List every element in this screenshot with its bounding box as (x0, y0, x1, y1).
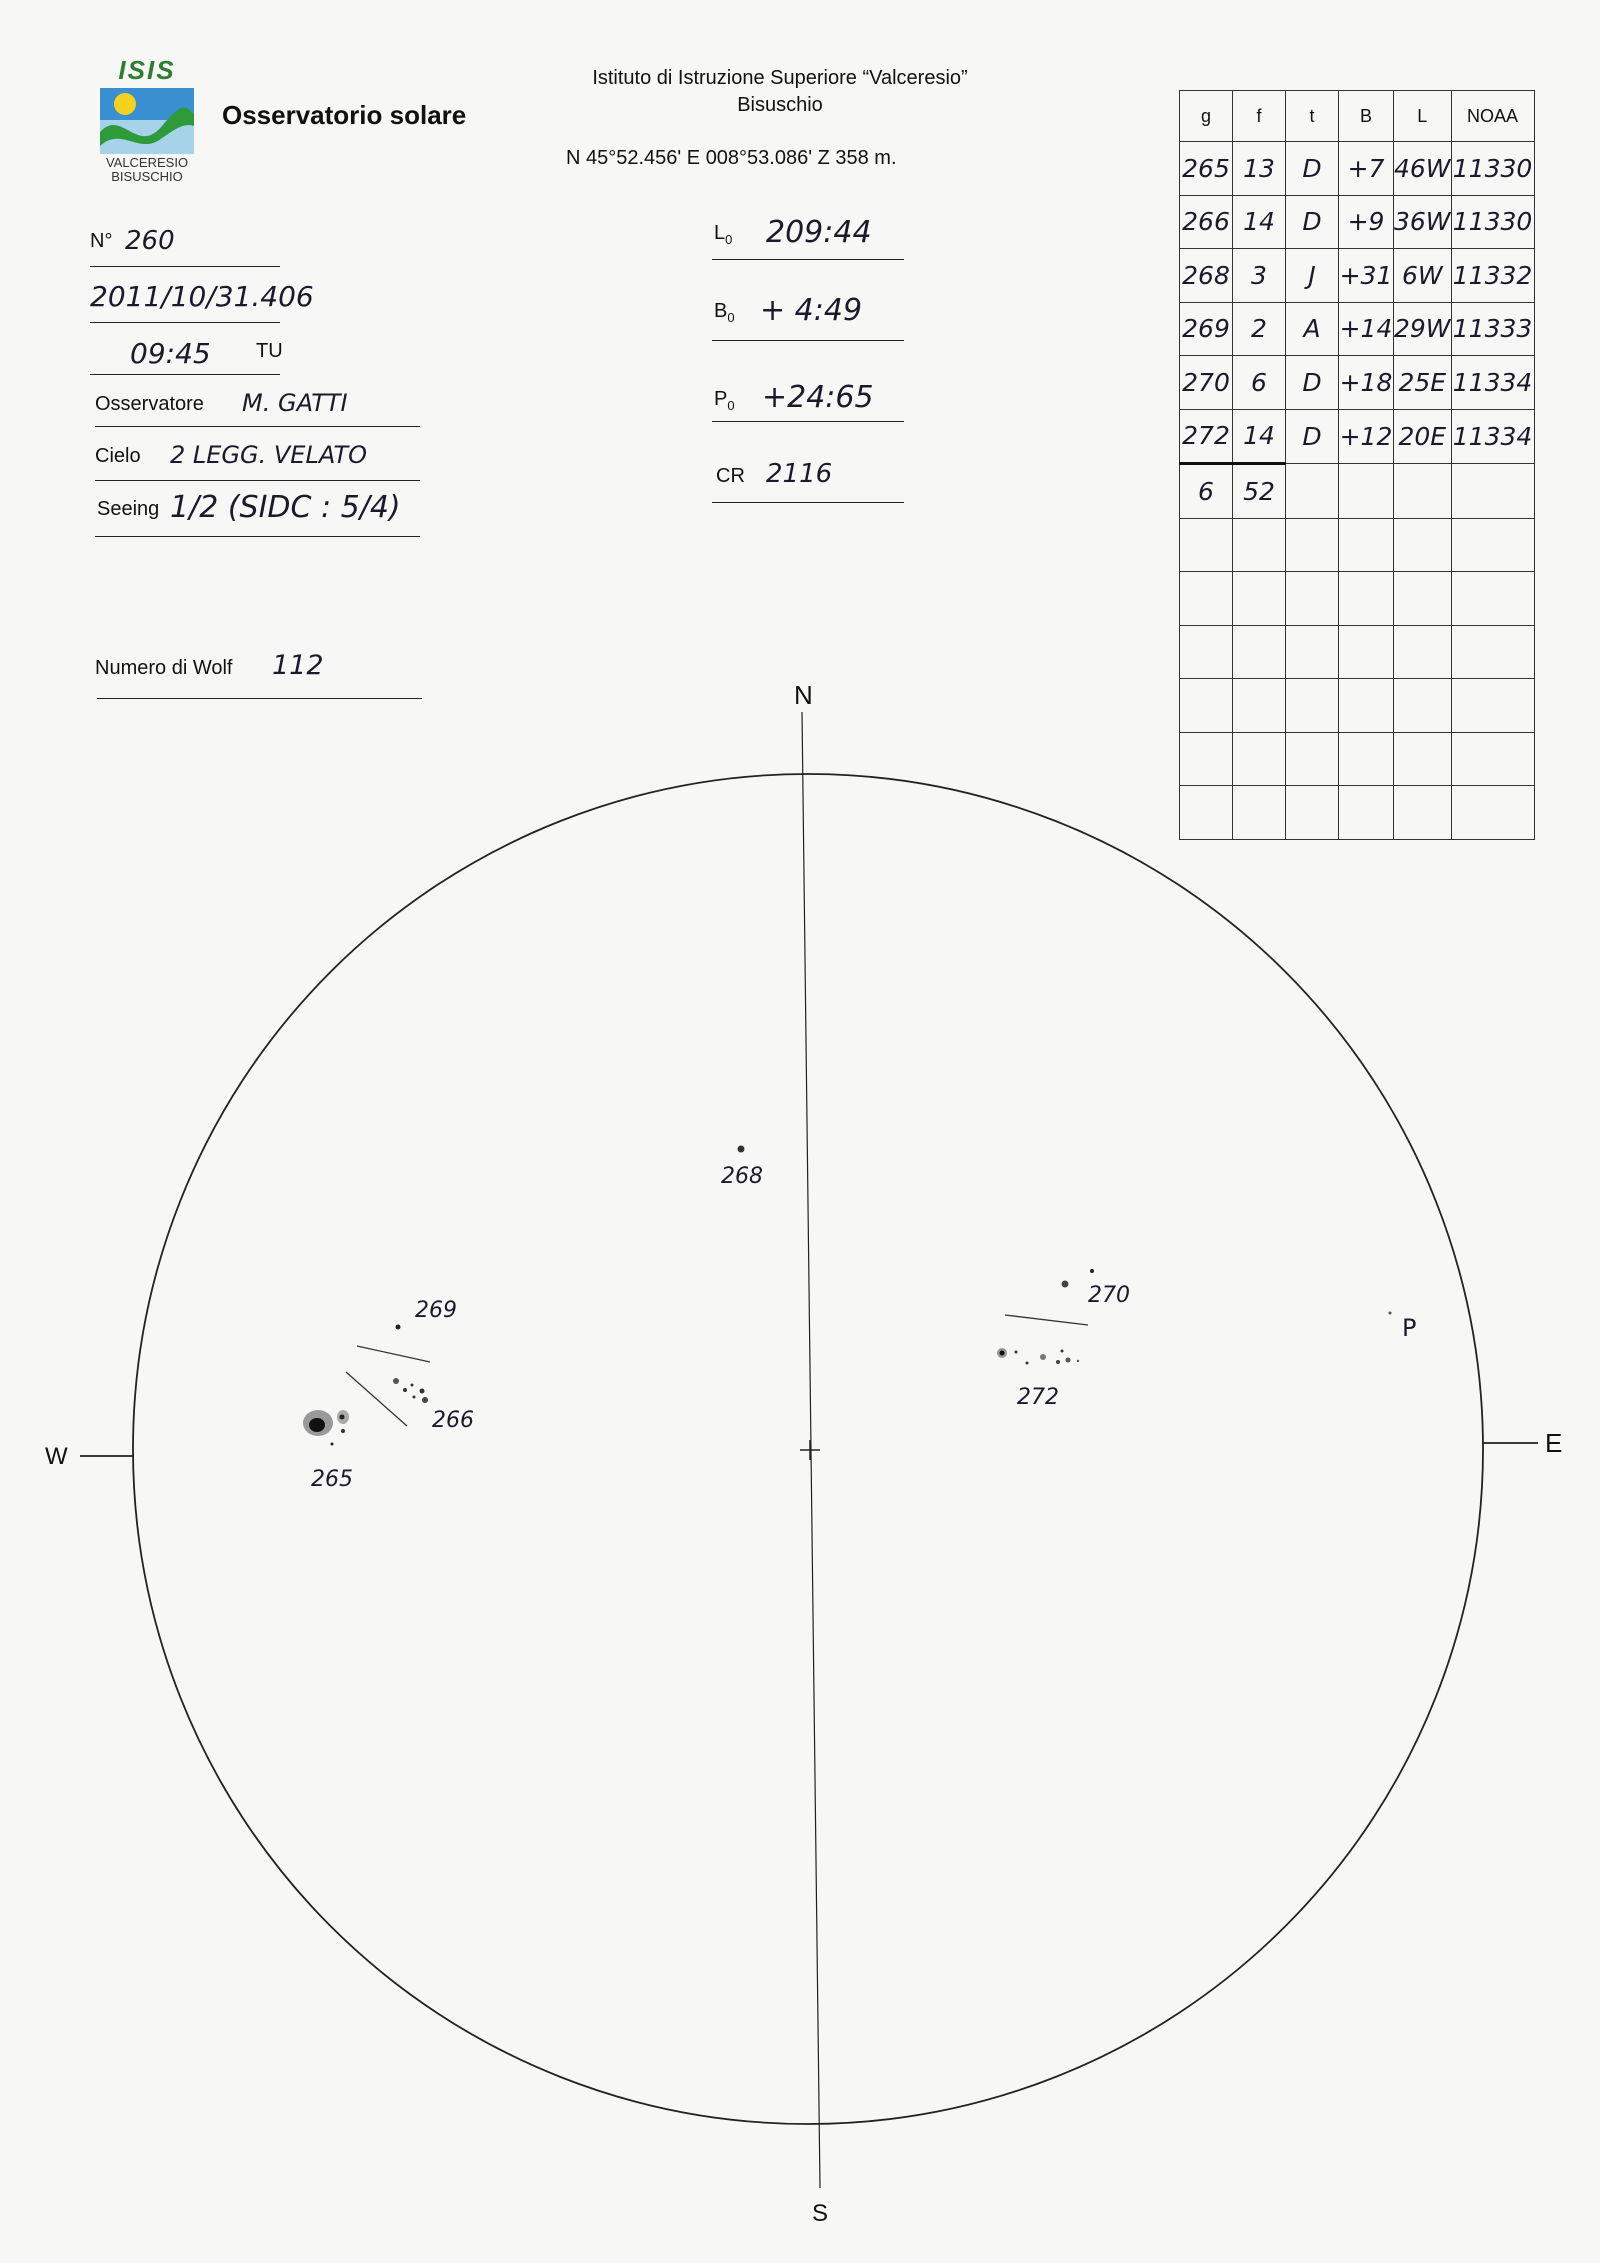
cell-b: +14 (1339, 302, 1394, 356)
cell-l: 46W (1394, 142, 1452, 196)
sunspot-group-266 (393, 1378, 428, 1403)
cell-t: J (1286, 249, 1339, 303)
sunspot-270-a (1062, 1281, 1069, 1288)
group-label-266: 266 (432, 1408, 474, 1433)
total-spots: 52 (1233, 464, 1286, 519)
institute-name: Istituto di Istruzione Superiore “Valceresio” (592, 67, 968, 89)
cell-f: 14 (1233, 195, 1286, 249)
cell-f: 13 (1233, 142, 1286, 196)
logo-wordmark: ISIS (118, 55, 176, 85)
west-label: W (45, 1443, 68, 1470)
cell-g: 268 (1180, 249, 1233, 303)
group-label-269: 269 (415, 1298, 457, 1323)
cell-noaa: 11334 (1451, 409, 1534, 464)
facula-dot (1389, 1312, 1392, 1315)
sheet-number-value: 260 (125, 226, 175, 256)
institute-town: Bisuschio (737, 94, 823, 116)
l0-value: 209:44 (766, 215, 872, 250)
cell-g: 266 (1180, 195, 1233, 249)
cell-l: 6W (1394, 249, 1452, 303)
sunspot-269 (396, 1325, 401, 1330)
group-label-270: 270 (1088, 1283, 1130, 1308)
cell-g: 265 (1180, 142, 1233, 196)
cell-noaa: 11332 (1451, 249, 1534, 303)
cell-l: 36W (1394, 195, 1452, 249)
col-b-header: B (1339, 91, 1394, 142)
north-label: N (794, 680, 813, 710)
observation-time: 09:45 (130, 337, 211, 370)
cell-f: 3 (1233, 249, 1286, 303)
cell-l: 25E (1394, 356, 1452, 410)
p0-label: $P_0$ (714, 388, 735, 413)
cell-t: D (1286, 195, 1339, 249)
seeing-label: Seeing (97, 498, 160, 520)
sky-value: 2 LEGG. VELATO (170, 441, 368, 469)
cell-g: 272 (1180, 409, 1233, 464)
station-coordinates: N 45°52.456' E 008°53.086' Z 358 m. (566, 147, 897, 169)
cr-label: CR (716, 465, 745, 487)
col-noaa-header: NOAA (1451, 91, 1534, 142)
col-g-header: g (1180, 91, 1233, 142)
solar-disk-outline (133, 774, 1483, 2124)
cell-b: +18 (1339, 356, 1394, 410)
south-label: S (812, 2200, 829, 2227)
observer-value: M. GATTI (242, 389, 348, 417)
group-separator-line (357, 1346, 430, 1362)
cell-l: 29W (1394, 302, 1452, 356)
cell-f: 2 (1233, 302, 1286, 356)
l0-label: $L_0$ (714, 222, 733, 247)
seeing-value: 1/2 (SIDC : 5/4) (170, 490, 401, 525)
cell-f: 6 (1233, 356, 1286, 410)
wolf-number-label: Numero di Wolf (95, 657, 233, 679)
sky-label: Cielo (95, 445, 141, 467)
sunspot-group-272 (997, 1348, 1079, 1365)
sunspot-270-b (1090, 1269, 1094, 1273)
cell-g: 269 (1180, 302, 1233, 356)
cell-b: +9 (1339, 195, 1394, 249)
group-separator-line (1005, 1315, 1088, 1325)
col-l-header: L (1394, 91, 1452, 142)
sunspot-268 (738, 1146, 745, 1153)
b0-label: $B_0$ (714, 300, 735, 325)
total-groups: 6 (1180, 464, 1233, 519)
cell-noaa: 11330 (1451, 142, 1534, 196)
observatory-title: Osservatorio solare (222, 100, 467, 130)
cell-t: D (1286, 356, 1339, 410)
sunspot-group-265 (303, 1410, 349, 1446)
cell-b: +7 (1339, 142, 1394, 196)
time-unit: TU (256, 340, 283, 362)
group-label-272: 272 (1017, 1385, 1059, 1410)
wolf-number-value: 112 (272, 650, 324, 681)
cell-t: A (1286, 302, 1339, 356)
sheet-number-label: N° (90, 230, 113, 252)
cell-b: +31 (1339, 249, 1394, 303)
cell-f: 14 (1233, 409, 1286, 464)
cell-g: 270 (1180, 356, 1233, 410)
cell-noaa: 11333 (1451, 302, 1534, 356)
logo-caption-1: VALCERESIO (105, 155, 189, 170)
p-mark-label: P (1402, 1314, 1417, 1342)
east-label: E (1545, 1428, 1563, 1458)
p0-value: +24:65 (762, 380, 874, 415)
b0-value: + 4:49 (760, 293, 863, 328)
col-f-header: f (1233, 91, 1286, 142)
cell-noaa: 11334 (1451, 356, 1534, 410)
cell-b: +12 (1339, 409, 1394, 464)
cell-l: 20E (1394, 409, 1452, 464)
col-t-header: t (1286, 91, 1339, 142)
observation-date: 2011/10/31.406 (90, 280, 314, 313)
cell-noaa: 11330 (1451, 195, 1534, 249)
group-label-265: 265 (311, 1467, 353, 1492)
cell-t: D (1286, 142, 1339, 196)
group-label-268: 268 (721, 1164, 763, 1189)
cr-value: 2116 (766, 459, 833, 489)
logo-caption-2: BISUSCHIO (111, 169, 183, 184)
cell-t: D (1286, 409, 1339, 464)
observer-label: Osservatore (95, 393, 204, 415)
